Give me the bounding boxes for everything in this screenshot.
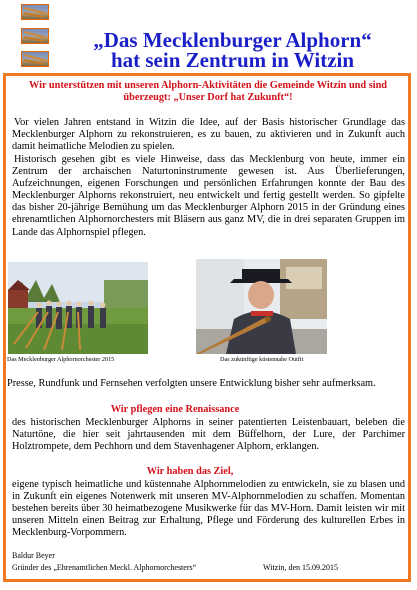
alphorn-photo-icon bbox=[21, 4, 49, 20]
orchestra-photo bbox=[8, 262, 148, 354]
goal-heading: Wir haben das Ziel, bbox=[146, 466, 234, 477]
outfit-photo bbox=[196, 259, 327, 354]
history-paragraph-1: Vor vielen Jahren entstand in Witzin die Idee, auf der Basis historischer Grundlage das Mecklenburger Alphorn zu rekonstruieren, es zu bauen, zu aktivieren und in Zukunft auch damit heimatliche Melodien zu spielen. bbox=[12, 117, 405, 153]
alphorn-photo-icon bbox=[21, 51, 49, 67]
intro-line-2: überzeugt: „Unser Dorf hat Zukunft“! bbox=[123, 92, 293, 103]
outfit-photo-caption: Das zukünftige küstennahe Outfit bbox=[220, 356, 304, 363]
press-line: Presse, Rundfunk und Fernsehen verfolgten unsere Entwicklung bisher sehr aufmerksam. bbox=[7, 378, 376, 389]
goal-body: eigene typisch heimatliche und küstennahe Alphornmelodien zu entwickeln, sie zu blasen und in Zukunft ein eigenes Notenwerk mit unseren MV-Alphornmelodien zu schaffen. Momentan bestehen bereits über 30 heimatbezogene Musikwerke für das MV-Horn. Damit leisten wir mit unseren Mitteln einen Beitrag zur Erhaltung, Pflege und Förderung des kulturellen Erbes in Mecklenburg-Vorpommern. bbox=[12, 479, 405, 539]
page-title: „Das Mecklenburger Alphorn“ hat sein Zentrum in Witzin bbox=[93, 28, 372, 72]
signature-role: Gründer des „Ehrenamtlichen Meckl. Alphornorchesters“ bbox=[12, 563, 197, 572]
signature-name: Baldur Beyer bbox=[12, 551, 55, 560]
renaissance-heading: Wir pflegen eine Renaissance bbox=[110, 404, 240, 415]
renaissance-body: des historischen Mecklenburger Alphorns in seiner patentierten Leistenbauart, beleben die Naturtöne, die hier seit jahrtausenden mit dem Büffelhorn, der Lure, der Parchimer Holztrompete, dem Pechhorn und dem Stavenhagener Alphorn, erklangen. bbox=[12, 417, 405, 453]
history-paragraph-2: Historisch gesehen gibt es viele Hinweise, dass das Mecklenburg von heute, immer ein Zentrum der archaischen Naturtoninstrumente gewesen ist. Aus Überlieferungen, Aufzeichnungen, eigenen Forschungen und persönlichen Erfahrungen konnte der Bau des Mecklenburger Alphorns rekonstruiert, neu entwickelt und fertig gestellt werden. So gipfelte das bisher 20-jährige Bemühung um das Mecklenburger Alphorn 2015 in der Gründung eines ehrenamtlichen Alphornorchesters mit Bläsern aus ganz MV, die in drei separaten Gruppen im Lande das Alphornspiel pflegen. bbox=[12, 154, 405, 238]
signature-place-date: Witzin, den 15.09.2015 bbox=[263, 563, 338, 572]
intro-line-1: Wir unterstützen mit unseren Alphorn-Aktivitäten die Gemeinde Witzin und sind bbox=[28, 80, 388, 91]
orchestra-photo-caption: Das Mecklenburger Alphornorchester 2015 bbox=[7, 356, 115, 363]
alphorn-photo-icon bbox=[21, 28, 49, 44]
